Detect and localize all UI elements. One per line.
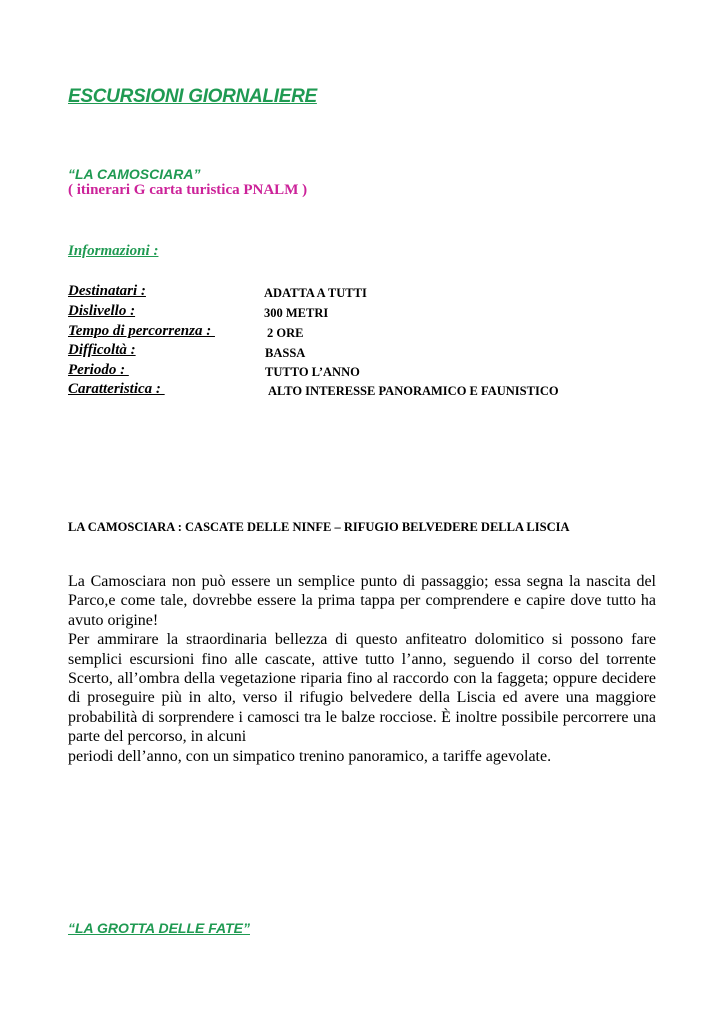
section-subtitle: ( itinerari G carta turistica PNALM ) <box>68 182 308 198</box>
info-label-difficolta: Difficoltà : <box>68 342 136 358</box>
info-value-dislivello: 300 METRI <box>264 306 329 320</box>
description-body <box>68 572 656 766</box>
info-value-caratteristica: ALTO INTERESSE PANORAMICO E FAUNISTICO <box>268 384 559 398</box>
section-title-grotta: “LA GROTTA DELLE FATE” <box>68 920 250 936</box>
info-value-difficolta: BASSA <box>265 346 306 360</box>
paragraph: periodi dell’anno, con un simpatico trenino panoramico, a tariffe agevolate. <box>68 747 552 765</box>
info-value-destinatari: ADATTA A TUTTI <box>264 286 367 300</box>
paragraph: Per ammirare la straordinaria bellezza di questo anfiteatro dolomitico si possono fare semplici escursioni fino alle cascate, attive tutto l’anno, seguendo il corso del torrente Scerto, all’ombra della vegetazione riparia fino al raccordo con la faggeta; oppure decidere di proseguire più in alto, verso il rifugio belvedere della Liscia ed avere una maggiore probabilità di sorprendere i camosci tra le balze rocciose. È inoltre possibile percorrere una parte del percorso, in alcuni <box>68 631 656 746</box>
info-label-dislivello: Dislivello : <box>68 303 136 319</box>
info-label-tempo: Tempo di percorrenza : <box>68 323 215 339</box>
info-heading: Informazioni : <box>68 243 159 259</box>
info-label-destinatari: Destinatari : <box>68 283 146 299</box>
info-label-caratteristica: Caratteristica : <box>68 381 165 397</box>
info-value-periodo: TUTTO L’ANNO <box>265 365 360 379</box>
paragraph: La Camosciara non può essere un semplice punto di passaggio; essa segna la nascita del Parco,e come tale, dovrebbe essere la prima tappa per comprendere e capire dove tutto ha avuto origine! <box>68 573 656 629</box>
info-label-periodo: Periodo : <box>68 362 129 378</box>
section-title-camosciara: “LA CAMOSCIARA” <box>68 166 201 182</box>
info-value-tempo: 2 ORE <box>267 326 304 340</box>
route-heading: LA CAMOSCIARA : CASCATE DELLE NINFE – RIFUGIO BELVEDERE DELLA LISCIA <box>68 520 570 534</box>
page-title: ESCURSIONI GIORNALIERE <box>68 86 317 107</box>
